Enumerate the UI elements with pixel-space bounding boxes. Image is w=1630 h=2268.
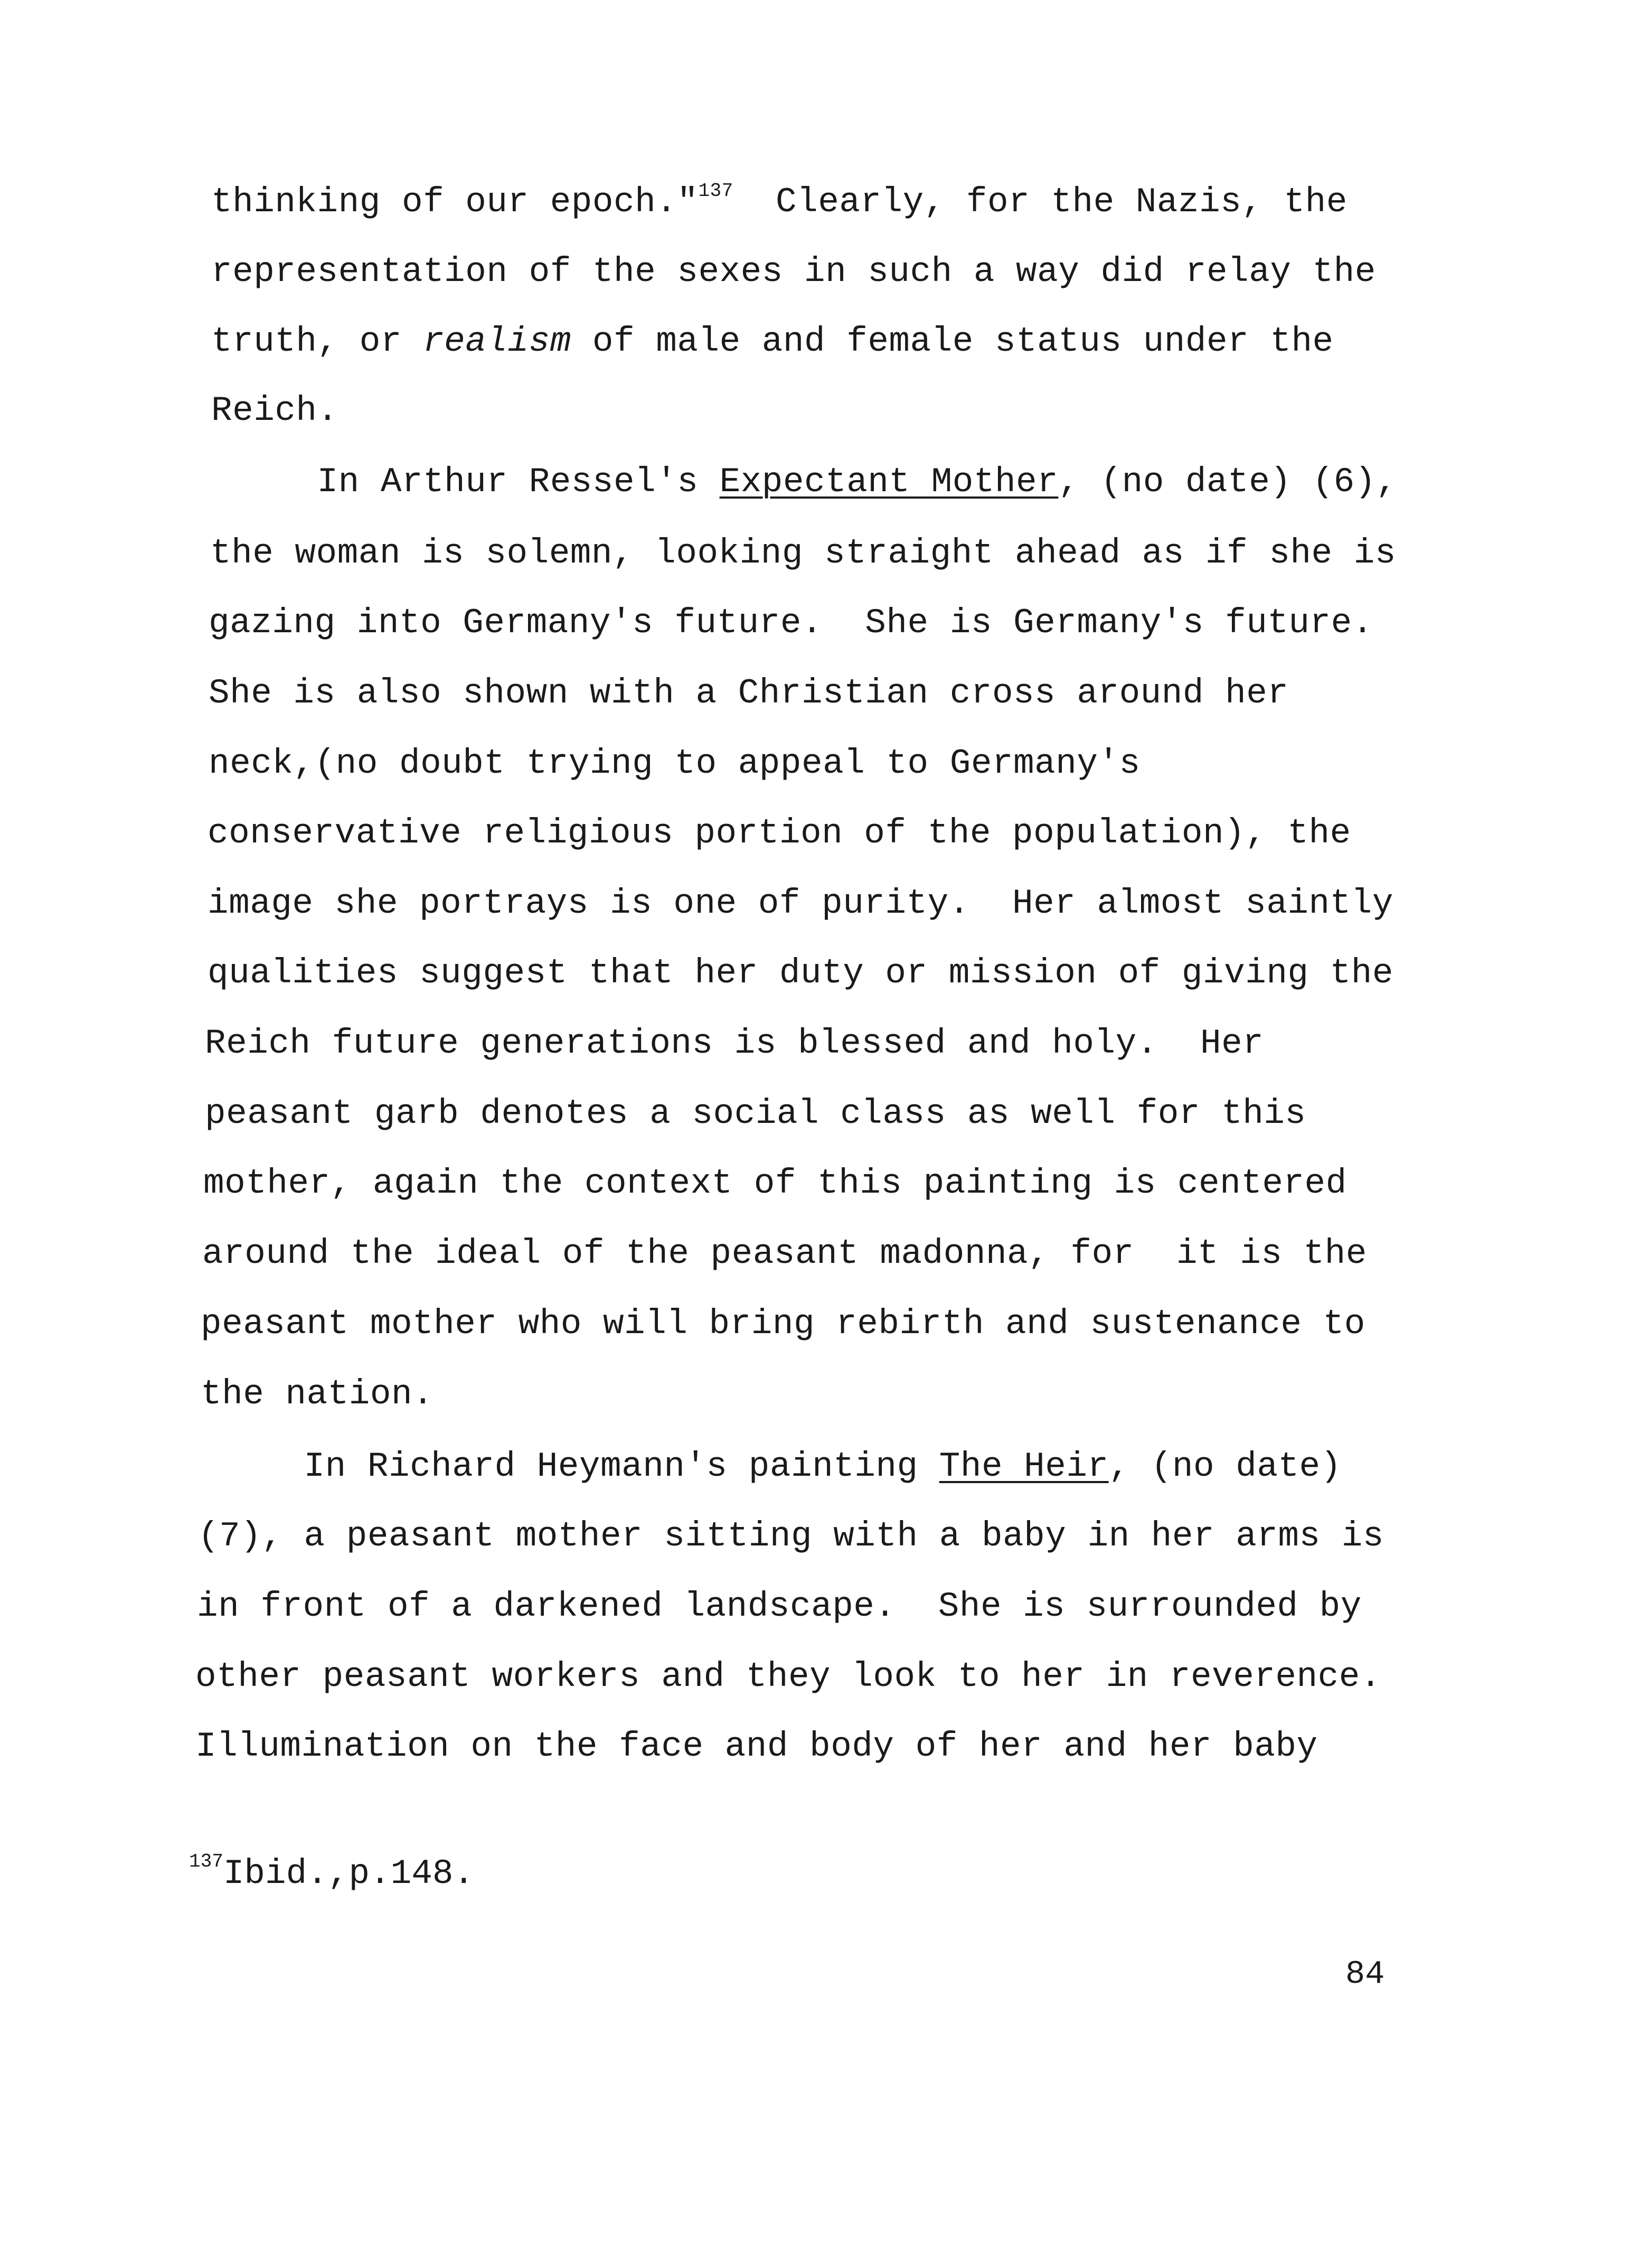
body-line: neck,(no doubt trying to appeal to Germany's (209, 744, 1141, 783)
italic-term: realism (423, 322, 571, 361)
body-line: peasant garb denotes a social class as well for this (205, 1094, 1306, 1133)
body-line: mother, again the context of this painting is centered (203, 1164, 1347, 1203)
footnote-marker: 137 (189, 1851, 223, 1872)
artwork-title: Expectant Mother (719, 462, 1059, 502)
body-line: Reich future generations is blessed and holy. Her (205, 1024, 1264, 1063)
footnote-text: Ibid.,p.148. (223, 1854, 475, 1894)
body-line: gazing into Germany's future. She is Germany's future. (209, 603, 1373, 643)
body-line: other peasant workers and they look to her in reverence. (195, 1657, 1381, 1697)
body-line: image she portrays is one of purity. Her almost saintly (208, 884, 1393, 923)
body-line: peasant mother who will bring rebirth and sustenance to (201, 1304, 1365, 1344)
footnote-reference: 137 (698, 180, 733, 202)
body-line: In Arthur Ressel's Expectant Mother, (no date) (6), (211, 462, 1397, 502)
body-line: truth, or realism of male and female status under the (211, 322, 1334, 361)
body-line: Illumination on the face and body of her and her baby (195, 1727, 1318, 1766)
page-number: 84 (1345, 1955, 1385, 1993)
body-line: conservative religious portion of the population), the (208, 813, 1351, 853)
body-line: around the ideal of the peasant madonna, for it is the (202, 1234, 1367, 1273)
body-line: In Richard Heymann's painting The Heir, (no date) (198, 1447, 1342, 1486)
body-line: representation of the sexes in such a way did relay the (211, 252, 1376, 292)
body-line: She is also shown with a Christian cross around her (209, 673, 1289, 713)
body-line: the nation. (201, 1374, 434, 1414)
footnote (189, 1851, 475, 1894)
artwork-title: The Heir (939, 1447, 1109, 1486)
body-line: Reich. (211, 391, 338, 430)
body-line: qualities suggest that her duty or mission of giving the (208, 953, 1393, 993)
body-line: in front of a darkened landscape. She is surrounded by (197, 1587, 1362, 1626)
body-line: (7), a peasant mother sitting with a baby in her arms is (198, 1516, 1384, 1556)
body-line: the woman is solemn, looking straight ahead as if she is (210, 533, 1396, 573)
body-line: thinking of our epoch."$^{137}$ Clearly, for the Nazis, the (211, 180, 1348, 222)
